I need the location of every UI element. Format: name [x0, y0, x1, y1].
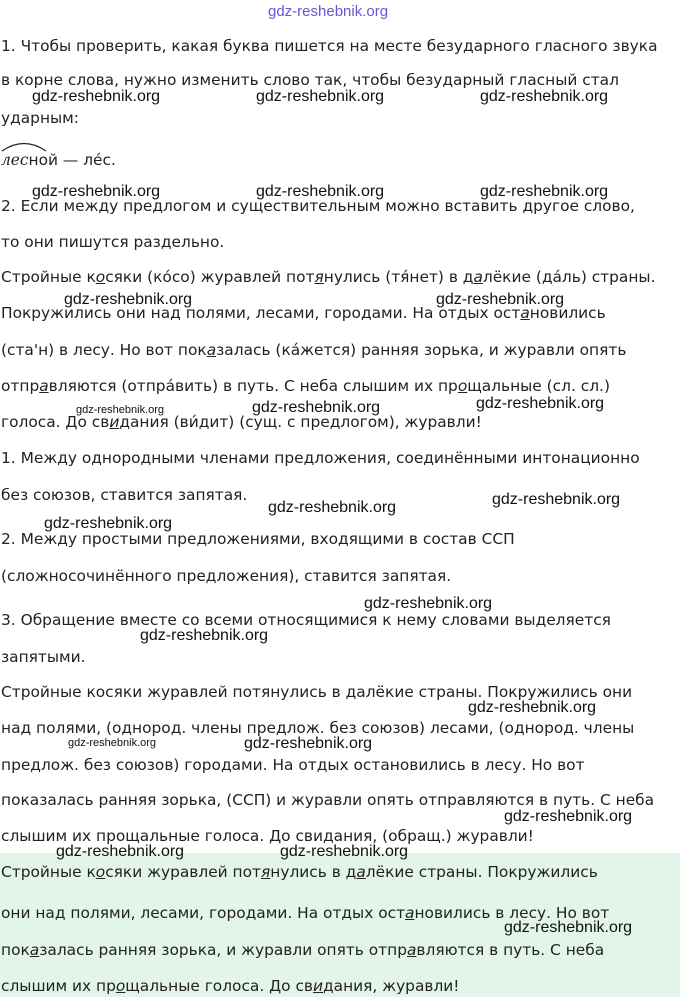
watermark: gdz-reshebnik.org [476, 395, 605, 412]
watermark: gdz-reshebnik.org [252, 399, 381, 416]
watermark: gdz-reshebnik.org [64, 291, 193, 308]
watermark: gdz-reshebnik.org [32, 88, 161, 105]
text1-line2: Покружились они над полями, лесами, городами. На отдых остановились [1, 304, 606, 322]
watermark: gdz-reshebnik.org [480, 183, 609, 200]
root-word: лес [1, 151, 29, 169]
watermark: gdz-reshebnik.org [364, 595, 493, 612]
text2-line1: Стройные косяки журавлей потянулись в далёкие страны. Покружились они [1, 683, 633, 701]
text1-line1: Стройные косяки (ко́со) журавлей потянулись (тя́нет) в далёкие (да́ль) страны. [1, 268, 656, 286]
rule1-line1: 1. Чтобы проверить, какая буква пишется на месте безударного гласного звука [1, 37, 658, 55]
text2-line3: предлож. без союзов) городами. На отдых остановились в лесу. Но вот [1, 756, 585, 774]
watermark: gdz-reshebnik.org [436, 291, 565, 308]
punct-rule2-line1: 2. Между простыми предложениями, входящими в состав ССП [1, 530, 515, 548]
rule1-line3: ударным: [1, 109, 79, 127]
watermark: gdz-reshebnik.org [492, 491, 621, 508]
watermark: gdz-reshebnik.org [268, 499, 397, 516]
watermark: gdz-reshebnik.org [68, 737, 157, 749]
rule2-line1: 2. Если между предлогом и существительным можно вставить другое слово, [1, 197, 635, 215]
punct-rule3-line2: запятыми. [1, 648, 86, 666]
text2-line2: над полями, (однород. члены предлож. без союзов) лесами, (однород. члены [1, 719, 635, 737]
text2-line5: слышим их прощальные голоса. До свидания, (обращ.) журавли! [1, 827, 534, 845]
text2-line4: показалась ранняя зорька, (ССП) и журавли опять отправляются в путь. С неба [1, 791, 655, 809]
text1-line5: голоса. До свидания (ви́дит) (сущ. с предлогом), журавли! [1, 413, 482, 431]
rule1-example: лесной — ле́с. [1, 151, 116, 169]
final-line4: слышим их прощальные голоса. До свидания, журавли! [1, 977, 460, 995]
text1-line4: отправляются (отпра́вить) в путь. С неба слышим их прощальные (сл. сл.) [1, 377, 610, 395]
watermark: gdz-reshebnik.org [480, 88, 609, 105]
watermark: gdz-reshebnik.org [76, 404, 165, 416]
punct-rule3-line1: 3. Обращение вместе со всеми относящимися к нему словами выделяется [1, 611, 611, 629]
text1-line3: (ста'н) в лесу. Но вот показалась (ка́жется) ранняя зорька, и журавли опять [1, 341, 627, 359]
final-line1: Стройные косяки журавлей потянулись в далёкие страны. Покружились [1, 863, 598, 881]
punct-rule1-line1: 1. Между однородными членами предложения, соединёнными интонационно [1, 449, 640, 467]
punct-rule1-line2: без союзов, ставится запятая. [1, 486, 248, 504]
watermark: gdz-reshebnik.org [56, 843, 185, 860]
final-line2: они над полями, лесами, городами. На отдых остановились в лесу. Но вот [1, 904, 610, 922]
watermark: gdz-reshebnik.org [468, 699, 597, 716]
watermark: gdz-reshebnik.org [44, 515, 173, 532]
watermark: gdz-reshebnik.org [280, 843, 409, 860]
watermark: gdz-reshebnik.org [256, 183, 385, 200]
watermark: gdz-reshebnik.org [140, 627, 269, 644]
rule1-line2: в корне слова, нужно изменить слово так, чтобы безударный гласный стал [1, 71, 619, 89]
watermark: gdz-reshebnik.org [504, 919, 633, 936]
watermark: gdz-reshebnik.org [256, 88, 385, 105]
watermark: gdz-reshebnik.org [244, 735, 373, 752]
watermark: gdz-reshebnik.org [504, 808, 633, 825]
punct-rule2-line2: (сложносочинённого предложения), ставится запятая. [1, 567, 452, 585]
watermark-top: gdz-reshebnik.org [268, 3, 389, 20]
final-line3: показалась ранняя зорька, и журавли опять отправляются в путь. С неба [1, 941, 605, 959]
rule2-line2: то они пишутся раздельно. [1, 233, 225, 251]
watermark: gdz-reshebnik.org [32, 183, 161, 200]
